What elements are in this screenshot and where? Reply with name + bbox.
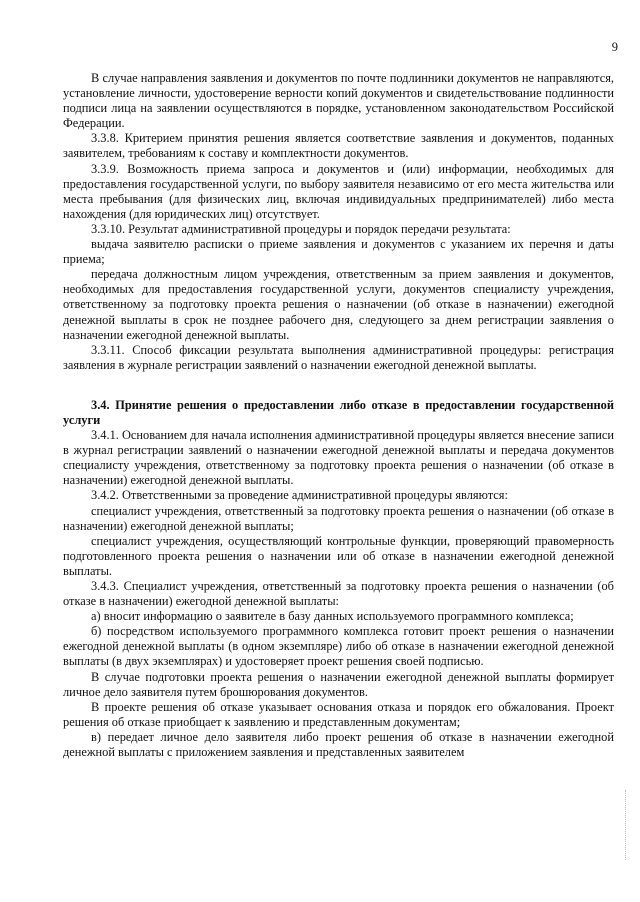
scan-edge-mark — [619, 790, 626, 860]
paragraph: 3.4.3. Специалист учреждения, ответственный за подготовку проекта решения о назначении (об отказе в назначении) ежегодной денежной выплаты: — [63, 579, 614, 609]
page-number: 9 — [611, 40, 618, 54]
section-heading: 3.4. Принятие решения о предоставлении либо отказе в предоставлении государственной услуги — [63, 397, 614, 427]
paragraph: 3.3.11. Способ фиксации результата выполнения административной процедуры: регистрация заявления в журнале регистрации заявлений о назначении ежегодной денежной выплаты. — [63, 342, 614, 372]
paragraph: б) посредством используемого программного комплекса готовит проект решения о назначении ежегодной денежной выплаты (в одном экземпляре) либо об отказе в назначении ежегодной денежной выплаты (в двух экземплярах) и удостоверяет проект решения своей подписью. — [63, 624, 614, 669]
paragraph: 3.3.9. Возможность приема запроса и документов и (или) информации, необходимых для предоставления государственной услуги, по выбору заявителя независимо от его места жительства или места пребывания (для физических лиц, включая индивидуальных предпринимателей) либо места нахождения (для юридических лиц) отсутствует. — [63, 161, 614, 221]
paragraph: 3.4.2. Ответственными за проведение административной процедуры являются: — [91, 488, 508, 503]
paragraph: в) передает личное дело заявителя либо проект решения об отказе в назначении ежегодной денежной выплаты с приложением заявления и представленных заявителем — [63, 729, 614, 760]
paragraph: В проекте решения об отказе указывает основания отказа и порядок его обжалования. Проект решения об отказе приобщает к заявлению и представленным документам; — [63, 699, 614, 729]
document-body — [63, 71, 614, 760]
paragraph: В случае подготовки проекта решения о назначении ежегодной денежной выплаты формирует личное дело заявителя путем брошюрования документов. — [63, 669, 614, 699]
paragraph: В случае направления заявления и документов по почте подлинники документов не направляются, установление личности, удостоверение верности копий документов и свидетельствование подлинности подписи лица на заявлении осуществляются в порядке, установленном законодательством Российской Федерации. — [63, 71, 614, 131]
paragraph: специалист учреждения, ответственный за подготовку проекта решения о назначении (об отказе в назначении) ежегодной денежной выплаты; — [63, 503, 614, 533]
paragraph: специалист учреждения, осуществляющий контрольные функции, проверяющий правомерность подготовленного проекта решения о назначении или об отказе в назначении ежегодной денежной выплаты. — [63, 533, 614, 578]
paragraph: выдача заявителю расписки о приеме заявления и документов с указанием их перечня и даты приема; — [63, 237, 614, 267]
paragraph: 3.4.1. Основанием для начала исполнения административной процедуры является внесение записи в журнал регистрации заявлений о назначении ежегодной денежной выплаты и передача документов специалисту учреждения, ответственному за подготовку проекта решения о назначении (об отказе в назначении) ежегодной денежной выплаты. — [63, 428, 614, 488]
paragraph: а) вносит информацию о заявителе в базу данных используемого программного комплекса; — [91, 609, 574, 624]
section-gap — [63, 373, 614, 398]
paragraph: 3.3.10. Результат административной процедуры и порядок передачи результата: — [91, 221, 511, 236]
paragraph: 3.3.8. Критерием принятия решения является соответствие заявления и документов, поданных заявителем, требованиям к составу и комплектности документов. — [63, 131, 614, 161]
paragraph: передача должностным лицом учреждения, ответственным за прием заявления и документов, необходимых для предоставления государственной услуги, документов специалисту учреждения, ответственному за подготовку проекта решения о назначении (об отказе в назначении) ежегодной денежной выплаты в срок не позднее рабочего дня, следующего за днем регистрации заявления о назначении ежегодной денежной выплаты. — [63, 267, 614, 342]
